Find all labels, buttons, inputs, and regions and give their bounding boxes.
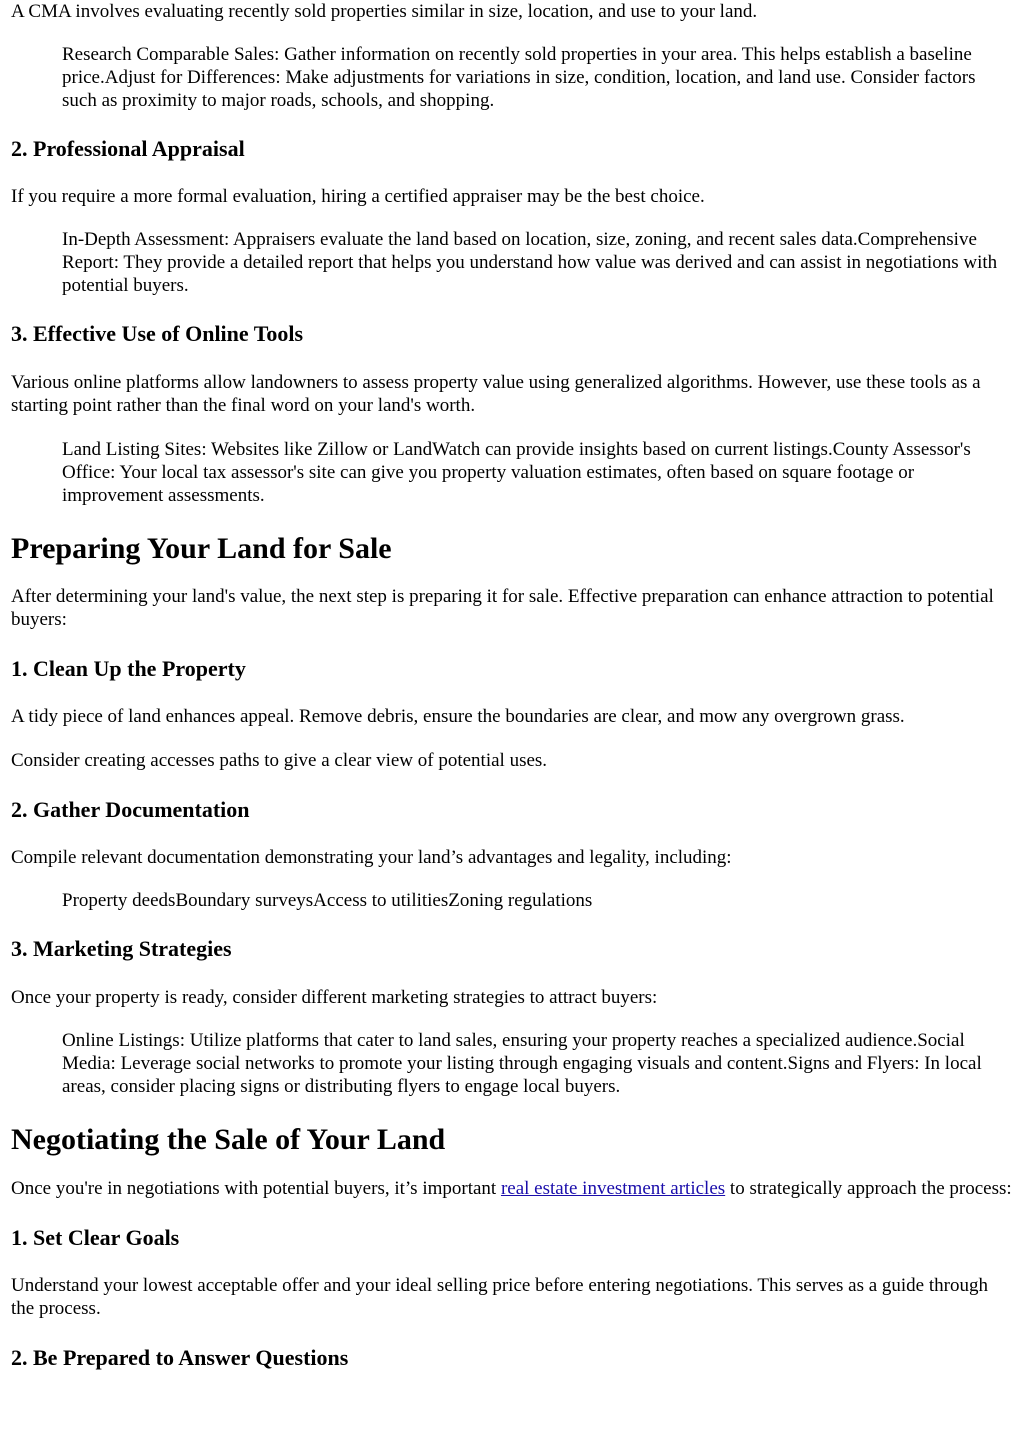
negotiating-text-before: Once you're in negotiations with potential buyers, it’s important [11, 1178, 501, 1199]
preparing-heading: Preparing Your Land for Sale [11, 532, 392, 565]
appraisal-paragraph: If you require a more formal evaluation, hiring a certified appraiser may be the best choice. [11, 186, 705, 207]
goals-paragraph: Understand your lowest acceptable offer and your ideal selling price before entering negotiations. This serves as a guide through the process. [11, 1275, 988, 1319]
questions-heading: 2. Be Prepared to Answer Questions [11, 1345, 349, 1370]
appraisal-list: In-Depth Assessment: Appraisers evaluate the land based on location, size, zoning, and recent sales data.Comprehensive Report: They provide a detailed report that helps you understand how value was derived and can assist in negotiations with potential buyers. [62, 229, 998, 296]
online-tools-paragraph: Various online platforms allow landowners to assess property value using generalized algorithms. However, use these tools as a starting point rather than the final word on your land's worth. [11, 372, 981, 416]
negotiating-heading: Negotiating the Sale of Your Land [11, 1123, 446, 1156]
preparing-paragraph: After determining your land's value, the next step is preparing it for sale. Effective preparation can enhance attraction to potential buyers: [11, 586, 994, 630]
online-tools-list: Land Listing Sites: Websites like Zillow or LandWatch can provide insights based on current listings.County Assessor's Office: Your local tax assessor's site can give you property valuation estimates, often based on square footage or improvement assessments. [62, 439, 971, 506]
documentation-paragraph: Compile relevant documentation demonstrating your land’s advantages and legality, including: [11, 847, 732, 868]
marketing-paragraph: Once your property is ready, consider different marketing strategies to attract buyers: [11, 987, 658, 1008]
cleanup-heading: 1. Clean Up the Property [11, 656, 246, 681]
cma-list: Research Comparable Sales: Gather information on recently sold properties in your area. This helps establish a baseline price.Adjust for Differences: Make adjustments for variations in size, condition, location, and land use. Consider factors such as proximity to major roads, schools, and shopping. [62, 44, 976, 111]
marketing-list: Online Listings: Utilize platforms that cater to land sales, ensuring your property reaches a specialized audience.Social Media: Leverage social networks to promote your listing through engaging visuals and content.Signs and Flyers: In local areas, consider placing signs or distributing flyers to engage local buyers. [62, 1030, 982, 1097]
negotiating-text-after: to strategically approach the process: [725, 1178, 1012, 1199]
cleanup-paragraph-1: A tidy piece of land enhances appeal. Remove debris, ensure the boundaries are clear, and mow any overgrown grass. [11, 706, 905, 727]
marketing-heading: 3. Marketing Strategies [11, 936, 232, 961]
appraisal-heading: 2. Professional Appraisal [11, 136, 245, 161]
real-estate-articles-link[interactable]: real estate investment articles [500, 1178, 726, 1199]
negotiating-paragraph [11, 1177, 1012, 1200]
documentation-list: Property deedsBoundary surveysAccess to utilitiesZoning regulations [62, 890, 593, 911]
cleanup-paragraph-2: Consider creating accesses paths to give a clear view of potential uses. [11, 750, 548, 771]
goals-heading: 1. Set Clear Goals [11, 1225, 180, 1250]
online-tools-heading: 3. Effective Use of Online Tools [11, 321, 304, 346]
cma-paragraph: A CMA involves evaluating recently sold properties similar in size, location, and use to your land. [11, 1, 758, 22]
documentation-heading: 2. Gather Documentation [11, 797, 250, 822]
